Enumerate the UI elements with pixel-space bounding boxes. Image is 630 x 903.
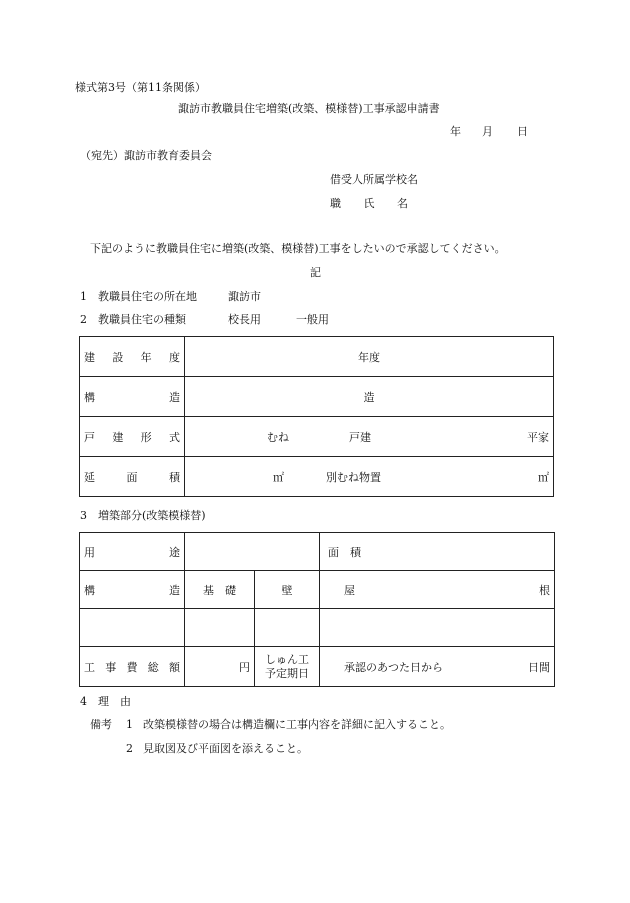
label-char: 設 [112, 350, 124, 364]
note2-text: 見取図及び平面図を添えること。 [143, 742, 308, 755]
completion-label-line1: しゅん工 [265, 652, 309, 666]
structure-value: 造 [185, 377, 554, 417]
house-type-value [185, 417, 554, 457]
spread-label [84, 429, 180, 445]
label-char: 造 [169, 390, 180, 404]
approval-text: 承認のあつた日から [344, 660, 443, 674]
table-row [80, 533, 555, 571]
roof-label [320, 571, 555, 609]
label-char: 延 [84, 470, 95, 484]
label-char: 総 [147, 660, 159, 674]
label-char: 費 [126, 660, 138, 674]
name-label [330, 197, 408, 210]
roof-label-char: 屋 [344, 583, 355, 597]
table-row [80, 457, 554, 497]
empty-cell [80, 609, 185, 647]
ext-structure-label [80, 571, 185, 609]
note1-text: 改築模様替の場合は構造欄に工事内容を詳細に記入すること。 [143, 718, 451, 731]
foundation-label: 基 礎 [185, 571, 255, 609]
item2-option-general: 一般用 [296, 313, 329, 326]
document-title: 諏訪市教職員住宅増築(改築、模様替)工事承認申請書 [178, 102, 440, 115]
use-value [185, 533, 320, 571]
label-char: 構 [84, 583, 95, 597]
label-char: 戸 [84, 430, 95, 444]
house-type-cells [189, 429, 549, 445]
label-char: 面 [126, 470, 138, 484]
spread-label [84, 544, 180, 560]
item1-value: 諏訪市 [228, 290, 261, 303]
area-label: 面 積 [320, 533, 555, 571]
school-name-label: 借受人所属学校名 [330, 173, 418, 186]
house-type-single-story: 平家 [527, 430, 549, 444]
notes-title: 備考 [90, 718, 112, 731]
table-row [80, 337, 554, 377]
extension-table [79, 532, 555, 687]
roof-value [320, 609, 555, 647]
house-type-detached: 戸建 [349, 430, 371, 444]
date-year-label: 年 [450, 125, 461, 138]
wall-value [255, 609, 320, 647]
spread-label [84, 389, 180, 405]
label-char: 構 [84, 390, 95, 404]
house-type-label [80, 417, 185, 457]
spread-label [84, 659, 180, 675]
label-char: 途 [169, 545, 180, 559]
foundation-value [185, 609, 255, 647]
name-label-char: 名 [397, 197, 408, 210]
use-label [80, 533, 185, 571]
body-text: 下記のように教職員住宅に増築(改築、模様替)工事をしたいので承認してください。 [90, 242, 506, 255]
label-char: 式 [168, 430, 180, 444]
item4-label: 理 由 [98, 695, 131, 708]
floor-area-value [185, 457, 554, 497]
label-char: 建 [84, 350, 95, 364]
date-month-label: 月 [482, 125, 493, 138]
house-type-buildings: むね [267, 430, 289, 444]
floor-area-label [80, 457, 185, 497]
item2-number: 2 [80, 313, 87, 326]
days-unit: 日間 [528, 660, 550, 674]
item2-label: 教職員住宅の種類 [98, 313, 186, 326]
label-char: 積 [169, 470, 180, 484]
table-row [80, 647, 555, 687]
item4-number: 4 [80, 695, 87, 708]
wall-label: 壁 [255, 571, 320, 609]
table-row [80, 377, 554, 417]
house-info-table [79, 336, 554, 497]
completion-label-line2: 予定期日 [265, 666, 309, 680]
item3-number: 3 [80, 509, 87, 522]
label-char: 造 [169, 583, 180, 597]
label-char: 額 [169, 660, 180, 674]
date-day-label: 日 [517, 125, 528, 138]
item2-option-principal: 校長用 [228, 313, 261, 326]
table-row [80, 571, 555, 609]
item1-number: 1 [80, 290, 87, 303]
label-char: 建 [112, 430, 124, 444]
build-year-value: 年度 [185, 337, 554, 377]
completion-date-label [255, 647, 320, 687]
ki-label: 記 [310, 266, 321, 279]
table-row [80, 609, 555, 647]
label-char: 形 [140, 430, 152, 444]
addressee: （宛先）諏訪市教育委員会 [80, 149, 212, 162]
completion-date-value [320, 647, 555, 687]
roof-label-chars [324, 582, 550, 598]
label-char: 年 [140, 350, 152, 364]
label-char: 工 [84, 660, 95, 674]
label-char: 事 [105, 660, 117, 674]
form-number: 様式第3号（第11条関係） [75, 81, 206, 94]
separate-storage-label: 別むね物置 [326, 470, 381, 484]
note2-number: 2 [126, 742, 133, 755]
name-label-char: 職 [330, 197, 341, 210]
roof-label-char: 根 [539, 583, 550, 597]
name-label-char: 氏 [363, 197, 375, 210]
label-char: 用 [84, 545, 95, 559]
table-row [80, 417, 554, 457]
floor-area-cells [189, 469, 549, 485]
completion-date-cells [324, 659, 550, 675]
build-year-label [80, 337, 185, 377]
note1-number: 1 [126, 718, 133, 731]
spread-label [84, 349, 180, 365]
total-cost-label [80, 647, 185, 687]
item1-label: 教職員住宅の所在地 [98, 290, 197, 303]
total-cost-unit: 円 [185, 647, 255, 687]
item3-label: 増築部分(改築模様替) [98, 509, 206, 522]
label-char: 度 [168, 350, 180, 364]
spread-label [84, 582, 180, 598]
spread-label [84, 469, 180, 485]
storage-area-unit: ㎡ [538, 470, 549, 484]
floor-area-unit: ㎡ [273, 470, 284, 484]
structure-label [80, 377, 185, 417]
